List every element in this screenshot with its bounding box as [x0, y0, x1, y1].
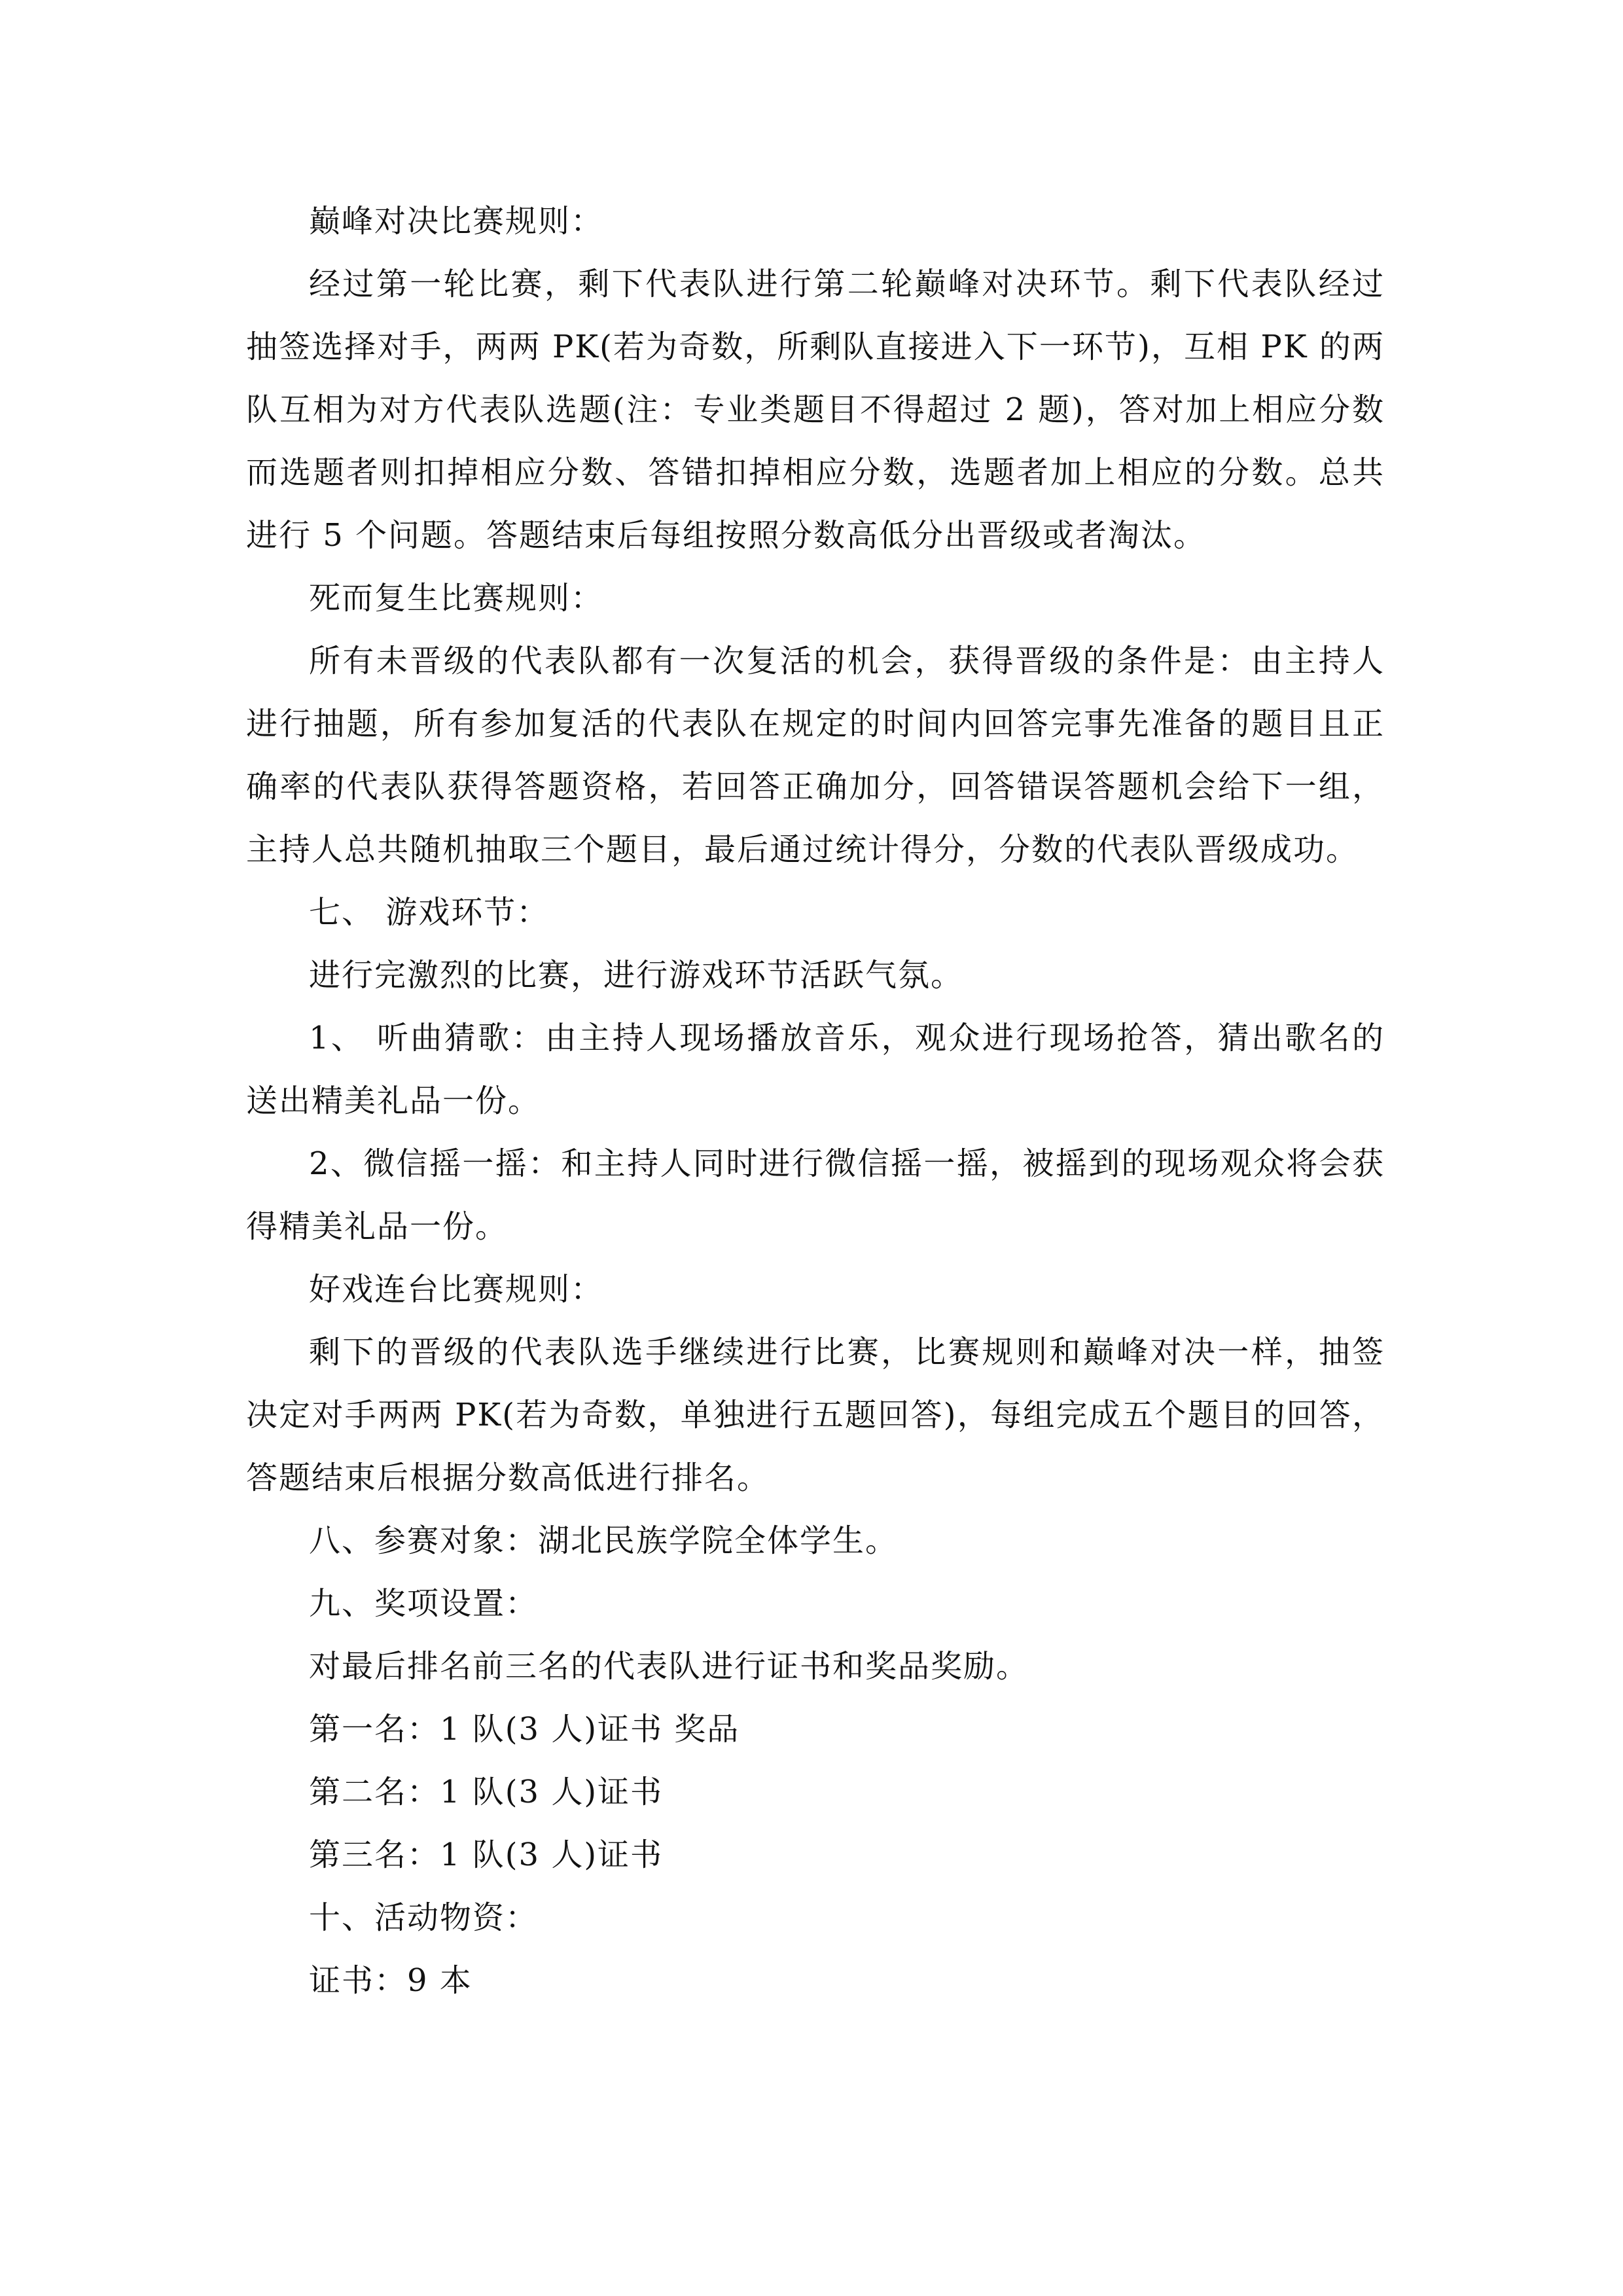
- section-heading-participants: 八、参赛对象：湖北民族学院全体学生。: [309, 1522, 899, 1559]
- section-heading-showcase: 好戏连台比赛规则：: [309, 1271, 604, 1308]
- materials-certificates: 证书：9 本: [309, 1962, 473, 1999]
- award-third-place: 第三名：1 队(3 人)证书: [309, 1837, 664, 1873]
- paragraph-peak-duel-rules: 经过第一轮比赛，剩下代表队进行第二轮巅峰对决环节。剩下代表队经过抽签选择对手，两两 PK(若为奇数，所剩队直接进入下一环节)，互相 PK 的两队互相为对方代表队选题(注：专业类题目不得超过 2 题)，答对加上相应分数而选题者则扣掉相应分数、答错扣掉相应分数，选题者加上相应的分数。总共进行 5 个问题。答题结束后每组按照分数高低分出晋级或者淘汰。: [246, 266, 1385, 554]
- paragraph-revival-rules: 所有未晋级的代表队都有一次复活的机会，获得晋级的条件是：由主持人进行抽题，所有参加复活的代表队在规定的时间内回答完事先准备的题目且正确率的代表队获得答题资格，若回答正确加分，回答错误答题机会给下一组，主持人总共随机抽取三个题目，最后通过统计得分，分数的代表队晋级成功。: [246, 643, 1385, 868]
- award-first-place: 第一名：1 队(3 人)证书 奖品: [309, 1711, 740, 1748]
- paragraph-showcase-rules: 剩下的晋级的代表队选手继续进行比赛，比赛规则和巅峰对决一样，抽签决定对手两两 PK(若为奇数，单独进行五题回答)，每组完成五个题目的回答，答题结束后根据分数高低进行排名。: [246, 1334, 1385, 1496]
- section-heading-peak-duel: 巅峰对决比赛规则：: [309, 203, 604, 240]
- list-item-wechat-shake: 2、微信摇一摇：和主持人同时进行微信摇一摇，被摇到的现场观众将会获得精美礼品一份。: [246, 1145, 1385, 1245]
- section-heading-materials: 十、活动物资：: [309, 1899, 539, 1936]
- list-item-guess-song: 1、 听曲猜歌：由主持人现场播放音乐，观众进行现场抢答，猜出歌名的送出精美礼品一份。: [246, 1020, 1385, 1119]
- document-body: [246, 190, 1385, 2012]
- section-heading-game: 七、 游戏环节：: [309, 894, 550, 931]
- award-second-place: 第二名：1 队(3 人)证书: [309, 1774, 664, 1810]
- paragraph-game-intro: 进行完激烈的比赛，进行游戏环节活跃气氛。: [309, 957, 964, 994]
- section-heading-awards: 九、奖项设置：: [309, 1585, 539, 1622]
- paragraph-awards-intro: 对最后排名前三名的代表队进行证书和奖品奖励。: [309, 1648, 1029, 1685]
- section-heading-revival: 死而复生比赛规则：: [309, 580, 604, 617]
